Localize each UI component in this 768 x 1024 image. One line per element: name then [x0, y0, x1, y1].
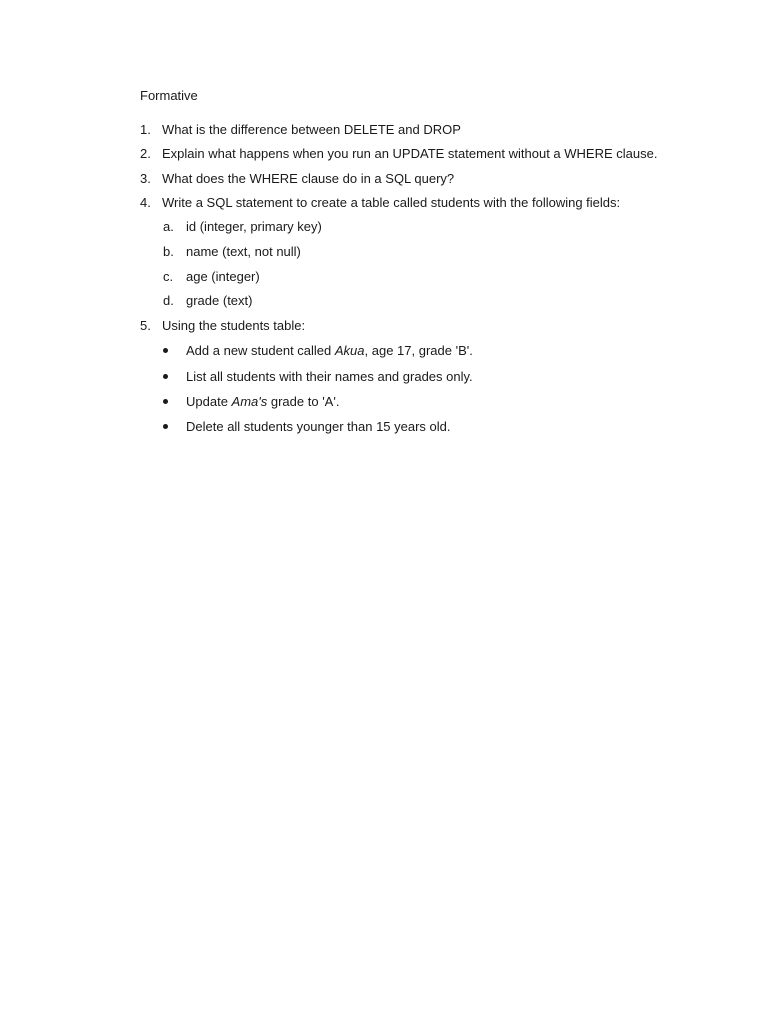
question-number: 3. — [140, 171, 151, 186]
bullet-icon — [163, 348, 168, 353]
field-letter: d. — [163, 293, 174, 308]
field-letter: c. — [163, 269, 174, 284]
task-text: Delete all students younger than 15 years old. — [186, 419, 451, 434]
bullet-icon — [163, 374, 168, 379]
question-text: Using the students table: — [162, 318, 306, 333]
field-text: grade (text) — [186, 293, 253, 308]
field-letter: b. — [163, 244, 174, 259]
field-text: name (text, not null) — [186, 244, 301, 259]
question-text: Explain what happens when you run an UPDATE statement without a WHERE clause. — [162, 146, 658, 161]
question-number: 1. — [140, 122, 151, 137]
field-text: age (integer) — [186, 269, 260, 284]
task-text: Update Ama's grade to 'A'. — [186, 394, 340, 409]
field-letter: a. — [163, 219, 174, 234]
task-text: Add a new student called Akua, age 17, grade 'B'. — [186, 343, 473, 358]
question-text: Write a SQL statement to create a table called students with the following fields: — [162, 195, 621, 210]
question-text: What does the WHERE clause do in a SQL query? — [162, 171, 455, 186]
document-title: Formative — [140, 88, 198, 103]
bullet-icon — [163, 424, 168, 429]
bullet-icon — [163, 399, 168, 404]
field-text: id (integer, primary key) — [186, 219, 322, 234]
question-number: 5. — [140, 318, 151, 333]
student-name: Ama's — [231, 394, 268, 409]
task-text: List all students with their names and grades only. — [186, 369, 473, 384]
question-number: 4. — [140, 195, 151, 210]
question-text: What is the difference between DELETE and DROP — [162, 122, 461, 137]
question-number: 2. — [140, 146, 151, 161]
student-name: Akua — [334, 343, 365, 358]
